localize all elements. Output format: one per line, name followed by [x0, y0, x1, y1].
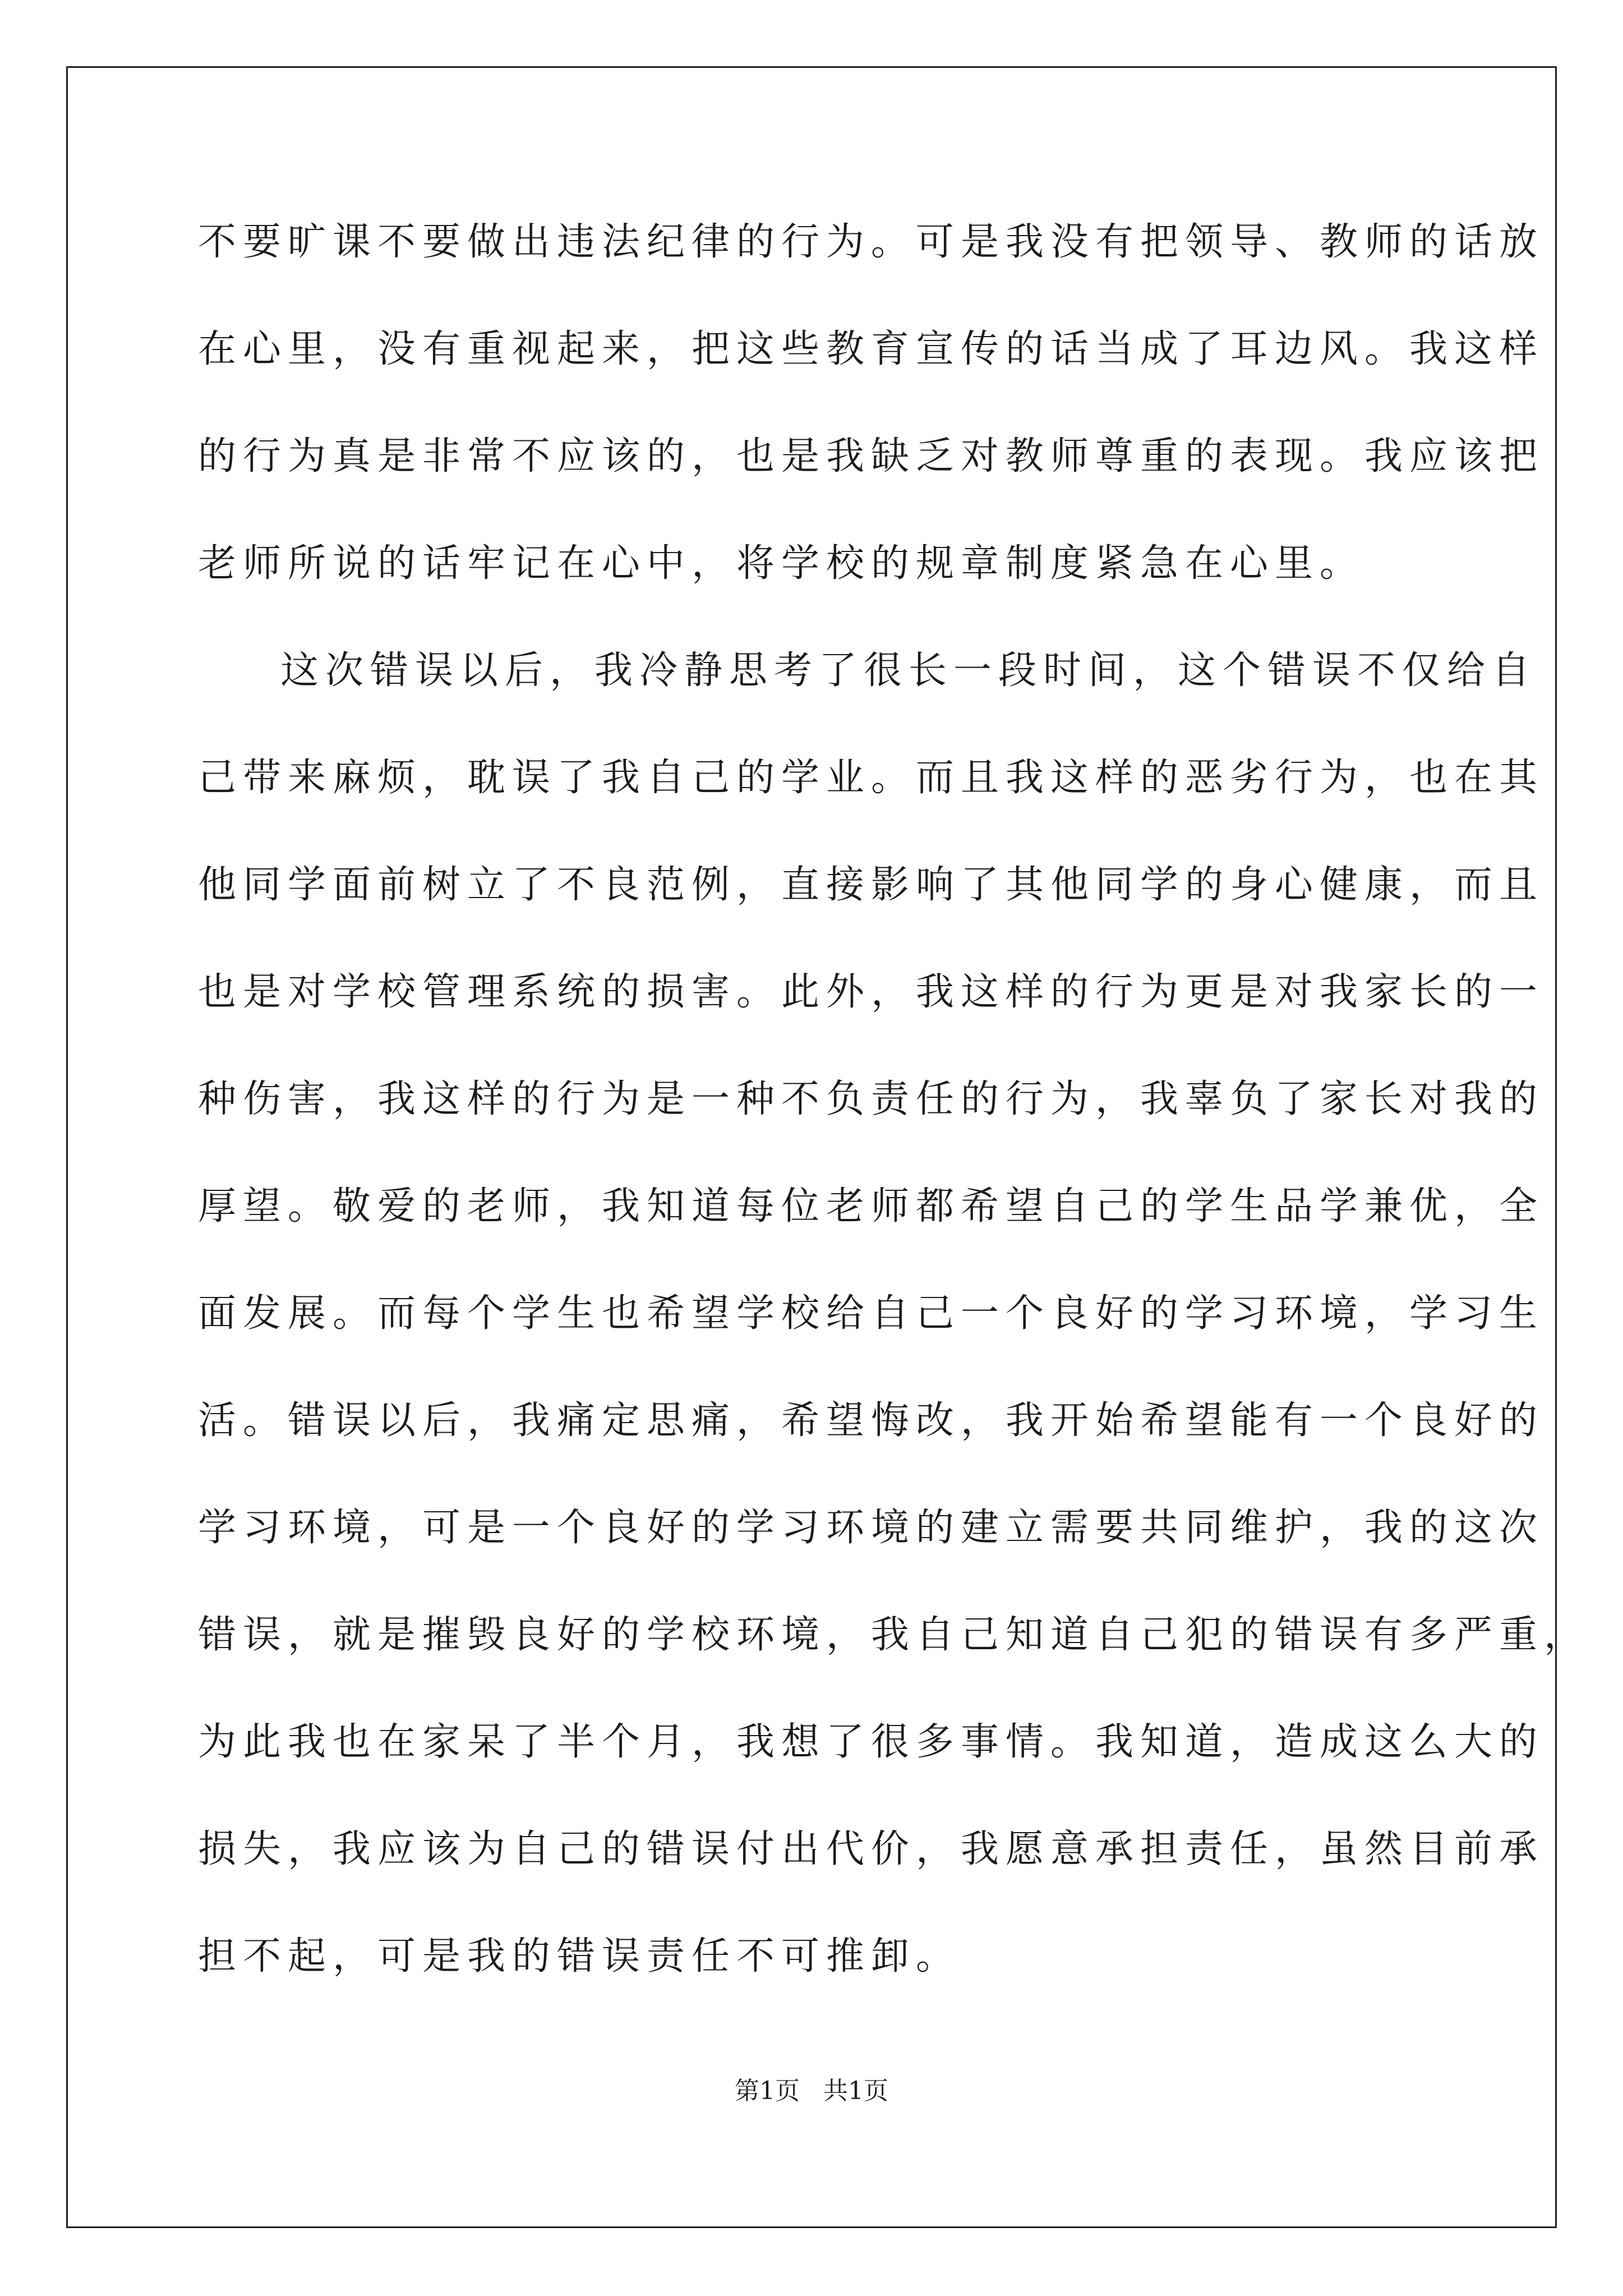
text-line: 己带来麻烦，耽误了我自己的学业。而且我这样的恶劣行为，也在其: [198, 756, 1544, 800]
text-line: 老师所说的话牢记在心中，将学校的规章制度紧急在心里。: [198, 541, 1365, 586]
text-line: 活。错误以后，我痛定思痛，希望悔改，我开始希望能有一个良好的: [198, 1398, 1544, 1443]
text-line: 在心里，没有重视起来，把这些教育宣传的话当成了耳边风。我这样: [198, 327, 1544, 371]
page-number-footer: 第1页 共1页: [735, 2077, 888, 2105]
text-line: 损失，我应该为自己的错误付出代价，我愿意承担责任，虽然目前承: [198, 1827, 1544, 1871]
text-line: 错误，就是摧毁良好的学校环境，我自己知道自己犯的错误有多严重，: [198, 1613, 1589, 1657]
document-body: [198, 209, 1589, 2030]
text-line: 担不起，可是我的错误责任不可推卸。: [198, 1934, 961, 1978]
paragraph-start-line: 这次错误以后，我冷静思考了很长一段时间，这个错误不仅给自: [280, 648, 1537, 693]
text-line: 也是对学校管理系统的损害。此外，我这样的行为更是对我家长的一: [198, 970, 1544, 1014]
text-line: 面发展。而每个学生也希望学校给自己一个良好的学习环境，学习生: [198, 1291, 1544, 1336]
text-line: 种伤害，我这样的行为是一种不负责任的行为，我辜负了家长对我的: [198, 1077, 1544, 1121]
text-line: 不要旷课不要做出违法纪律的行为。可是我没有把领导、教师的话放: [198, 220, 1544, 264]
text-line: 他同学面前树立了不良范例，直接影响了其他同学的身心健康，而且: [198, 863, 1544, 907]
text-line: 厚望。敬爱的老师，我知道每位老师都希望自己的学生品学兼优，全: [198, 1184, 1544, 1228]
text-line: 为此我也在家呆了半个月，我想了很多事情。我知道，造成这么大的: [198, 1720, 1544, 1764]
text-line: 学习环境，可是一个良好的学习环境的建立需要共同维护，我的这次: [198, 1506, 1544, 1550]
text-line: 的行为真是非常不应该的，也是我缺乏对教师尊重的表现。我应该把: [198, 434, 1544, 478]
